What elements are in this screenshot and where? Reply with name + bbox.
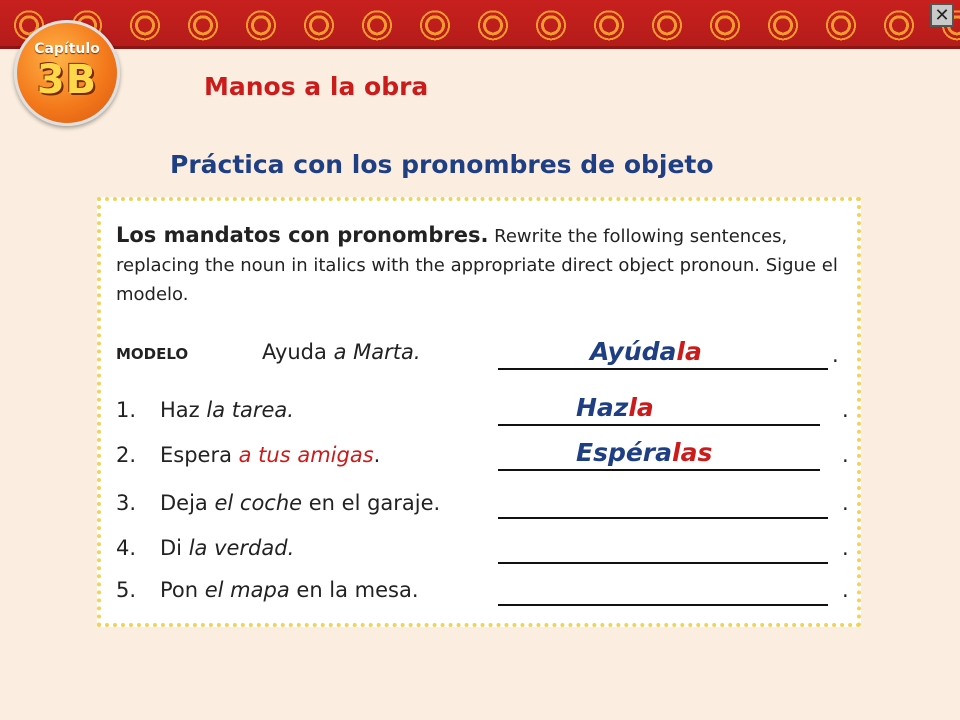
answer-blank-5[interactable] — [498, 576, 828, 606]
answer-pronoun: la — [628, 393, 654, 422]
chapter-badge — [14, 20, 120, 126]
item-period: . — [842, 578, 849, 602]
item-sentence — [160, 578, 419, 602]
answer-blank-2[interactable] — [498, 438, 820, 471]
badge-chapter-number: 3B — [36, 57, 98, 103]
item-sentence — [160, 536, 294, 560]
badge-label: Capítulo — [34, 41, 100, 57]
modelo-period: . — [832, 343, 839, 367]
item-sentence — [160, 491, 440, 515]
modelo-object: a Marta. — [333, 340, 421, 364]
item-verb: Espera — [160, 443, 239, 467]
modelo-answer-pronoun: la — [676, 337, 702, 366]
item-period: . — [842, 398, 849, 422]
item-object: la tarea. — [206, 398, 294, 422]
item-number: 4. — [116, 536, 137, 560]
modelo-answer-base: Ayúda — [590, 337, 677, 366]
item-sentence — [160, 398, 294, 422]
answer-base: Haz — [576, 393, 629, 422]
item-verb: Di — [160, 536, 189, 560]
answer-1 — [576, 393, 654, 422]
instructions-body: Rewrite the following sentences, replacing the noun in italics with the appropriate direct object pronoun. Sigue el modelo. — [116, 226, 838, 305]
modelo-answer-blank — [498, 337, 828, 370]
item-object: la verdad. — [188, 536, 295, 560]
item-verb: Haz — [160, 398, 207, 422]
item-object: el mapa — [204, 578, 290, 602]
item-object: el coche — [214, 491, 303, 515]
close-icon[interactable]: ✕ — [930, 3, 954, 27]
answer-blank-3[interactable] — [498, 489, 828, 519]
answer-2 — [576, 438, 712, 467]
instructions — [116, 221, 846, 309]
page-title: Práctica con los pronombres de objeto — [170, 150, 714, 179]
answer-blank-1[interactable] — [498, 393, 820, 426]
decorative-banner — [0, 0, 960, 49]
item-period: . — [842, 491, 849, 515]
item-period: . — [842, 443, 849, 467]
section-title: Manos a la obra — [204, 72, 429, 101]
modelo-label: MODELO — [116, 345, 189, 363]
answer-blank-4[interactable] — [498, 534, 828, 564]
modelo-sentence — [262, 340, 421, 364]
item-period: . — [842, 536, 849, 560]
item-number: 2. — [116, 443, 137, 467]
instructions-lead: Los mandatos con pronombres. — [116, 223, 489, 247]
item-number: 1. — [116, 398, 137, 422]
modelo-answer — [590, 337, 702, 366]
item-post: . — [373, 443, 381, 467]
item-verb: Pon — [160, 578, 205, 602]
item-post: en la mesa. — [289, 578, 419, 602]
item-post: en el garaje. — [302, 491, 441, 515]
answer-base: Espéra — [576, 438, 673, 467]
modelo-verb: Ayuda — [262, 340, 334, 364]
item-number: 5. — [116, 578, 137, 602]
answer-pronoun: las — [672, 438, 713, 467]
item-verb: Deja — [160, 491, 215, 515]
item-number: 3. — [116, 491, 137, 515]
item-object: a tus amigas — [238, 443, 374, 467]
item-sentence — [160, 443, 380, 467]
